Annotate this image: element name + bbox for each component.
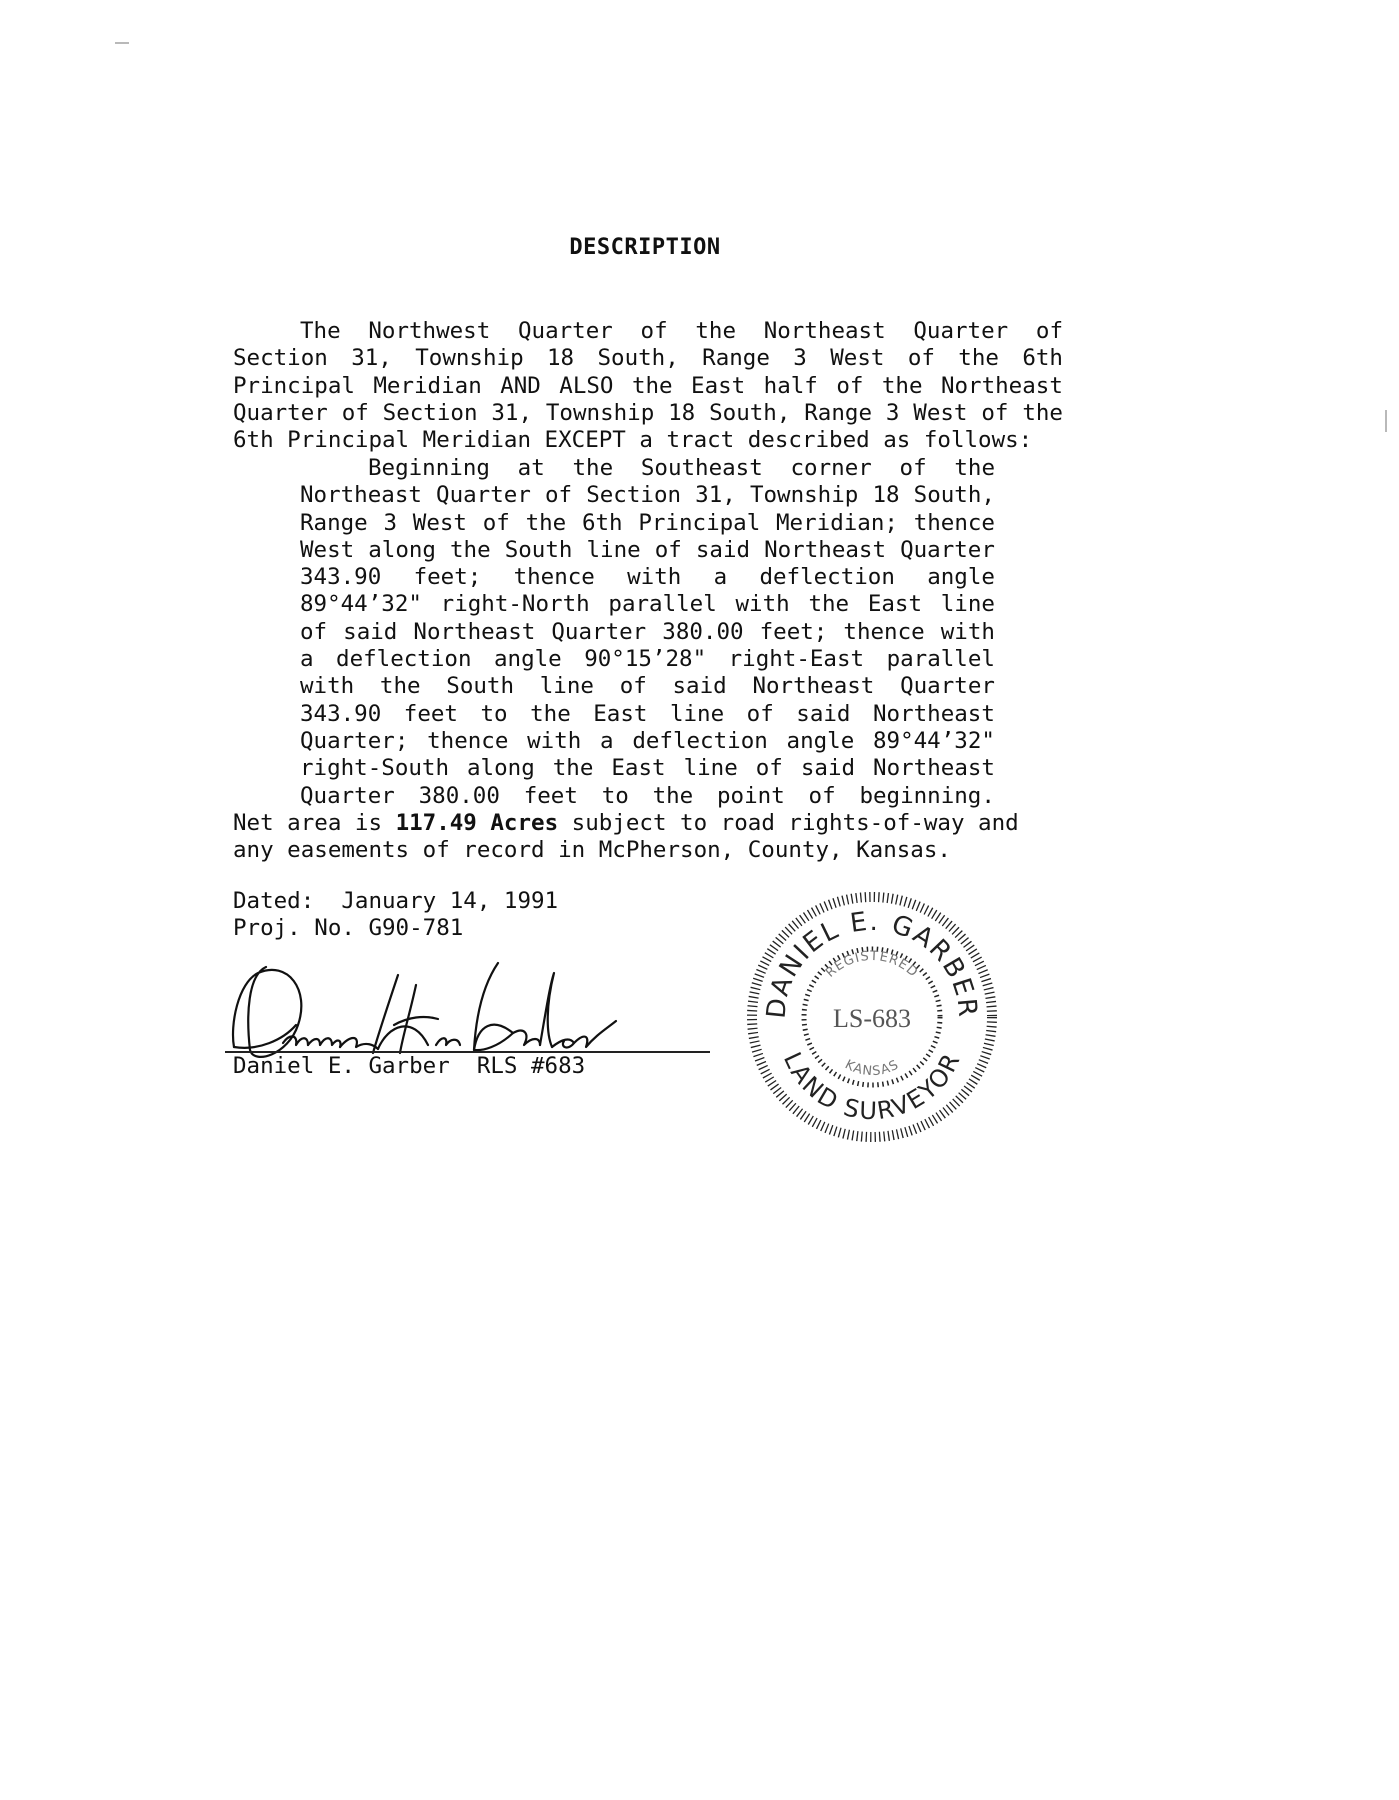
word: angle (927, 564, 995, 591)
word: 3 (383, 509, 398, 536)
word: with (527, 727, 582, 754)
word: 6th (1022, 345, 1063, 372)
word: line (940, 591, 995, 618)
word: a (300, 646, 314, 673)
scan-speck (115, 42, 129, 44)
seal-license: LS-683 (833, 1004, 911, 1033)
word: the (808, 591, 850, 618)
paragraph-line (300, 537, 995, 564)
word: deflection (336, 646, 472, 673)
word: a (713, 564, 728, 591)
word: 343.90 (300, 564, 382, 591)
net-area-paragraph (233, 810, 1063, 865)
word: 3 (793, 345, 807, 372)
word: of (545, 482, 573, 509)
word: AND (500, 372, 541, 399)
seal-name: DANIEL E. GARBER (761, 906, 983, 1020)
word: the (1022, 399, 1063, 426)
word: line (669, 700, 725, 727)
paragraph-line (300, 701, 995, 728)
svg-text:LAND SURVEYOR (778, 1048, 966, 1125)
seal-registered: REGISTERED (823, 948, 921, 981)
word: Meridian (373, 372, 482, 399)
svg-text:REGISTERED (823, 949, 921, 981)
paragraph-line (300, 510, 995, 537)
word: with (627, 564, 682, 591)
paragraph-line (300, 455, 995, 482)
word: feet; (759, 618, 828, 645)
word: of (300, 618, 328, 645)
word: of (619, 673, 647, 700)
word: angle (786, 727, 855, 754)
word: of (1035, 318, 1063, 344)
word: the (881, 372, 923, 399)
word: 343.90 (300, 700, 382, 727)
paragraph-line (300, 755, 995, 782)
word: of (899, 455, 927, 481)
paragraph-line (300, 591, 995, 618)
word: South (446, 673, 515, 700)
word: South (504, 536, 573, 563)
word: right-North (440, 591, 590, 618)
description-paragraph (233, 318, 1063, 454)
word: Northeast (752, 673, 875, 700)
word: feet; (413, 564, 482, 591)
word: with (940, 618, 995, 645)
word: line (683, 755, 738, 782)
word: Beginning (368, 455, 490, 481)
paragraph-line: 6th Principal Meridian EXCEPT a tract described as follows: (233, 427, 1033, 454)
word: 18 (668, 399, 696, 426)
paragraph-line (233, 345, 1063, 372)
word: of (808, 782, 836, 809)
word: along (467, 755, 535, 782)
word: with (735, 591, 790, 618)
word: of (907, 345, 935, 372)
word: Quarter (233, 399, 328, 426)
word: Quarter (300, 782, 395, 809)
word: beginning. (859, 782, 995, 809)
word: Township (415, 345, 524, 372)
word: of (640, 318, 668, 344)
word: South, (913, 482, 995, 509)
word: 6th (581, 509, 623, 536)
word: the (552, 755, 594, 782)
word: of (836, 372, 864, 399)
word: deflection (632, 727, 768, 754)
word: Quarter (900, 536, 995, 563)
exception-tract-paragraph (300, 455, 995, 810)
paragraph-line (300, 783, 995, 810)
word: the (631, 372, 673, 399)
word: a (600, 727, 614, 754)
word: 89°44’32" (873, 727, 995, 754)
word: 31, (351, 345, 392, 372)
word: Northeast (413, 618, 536, 645)
word: said (672, 673, 727, 700)
word: Quarter (913, 318, 1009, 344)
word: 3 (885, 399, 900, 426)
word: Township (749, 482, 859, 509)
word: with (300, 673, 355, 700)
word: to (601, 782, 629, 809)
word: Range (300, 509, 368, 536)
word: Principal (638, 509, 761, 536)
word: of (482, 509, 510, 536)
word: East (691, 372, 746, 399)
word: Quarter; (300, 727, 409, 754)
word: Northwest (368, 318, 491, 344)
word: the (450, 536, 491, 563)
word: line (586, 536, 641, 563)
word: of (746, 700, 774, 727)
word: Northeast (764, 536, 887, 563)
word: 31, (695, 482, 736, 509)
paragraph-line (300, 728, 995, 755)
word: Township (545, 399, 655, 426)
word: thence (427, 727, 509, 754)
word: Principal (233, 372, 355, 399)
word: 380.00 (662, 618, 744, 645)
word: West (412, 509, 467, 536)
net-area-suffix: subject to road rights-of-way and (558, 810, 1019, 836)
word: right-South (300, 755, 450, 782)
word: deflection (759, 564, 895, 591)
word: thence (843, 618, 925, 645)
word: Quarter (518, 318, 613, 344)
word: 380.00 (418, 782, 500, 809)
paragraph-line (233, 318, 1063, 345)
word: East (593, 700, 648, 727)
word: of (654, 536, 682, 563)
word: East (867, 591, 922, 618)
word: said (800, 755, 856, 782)
word: said (695, 536, 751, 563)
word: Southeast (640, 455, 763, 481)
document-heading: DESCRIPTION (569, 235, 721, 260)
paragraph-line (300, 673, 995, 700)
word: Range (804, 399, 872, 426)
word: feet (403, 700, 458, 727)
dated-line: Dated: January 14, 1991 (233, 888, 559, 914)
word: 18 (872, 482, 900, 509)
word: to (480, 700, 508, 727)
word: Northeast (940, 372, 1063, 399)
paragraph-line (233, 400, 1063, 427)
word: angle (493, 646, 562, 673)
word: 31, (491, 399, 533, 426)
word: Northeast (873, 755, 995, 782)
word: feet (523, 782, 578, 809)
word: line (539, 673, 594, 700)
paragraph-line (300, 482, 995, 509)
word: half (763, 372, 818, 399)
word: said (343, 618, 398, 645)
surveyor-seal (740, 885, 1005, 1150)
word: along (368, 536, 436, 563)
word: East (611, 755, 666, 782)
word: Meridian; (776, 509, 898, 536)
word: right-East (728, 646, 865, 673)
net-area-line-2: any easements of record in McPherson, County, Kansas. (233, 837, 951, 864)
net-area-prefix: Net area is (233, 810, 396, 836)
word: parallel (886, 646, 995, 673)
word: of (755, 755, 783, 782)
paragraph-line (233, 373, 1063, 400)
svg-text:KANSAS (842, 1057, 901, 1079)
word: corner (790, 455, 872, 481)
word: the (572, 455, 614, 481)
project-number: Proj. No. G90-781 (233, 915, 464, 942)
word: the (525, 509, 567, 536)
word: Quarter (436, 482, 531, 509)
word: West (913, 399, 968, 426)
net-area-value: 117.49 Acres (395, 810, 559, 836)
paragraph-line (300, 619, 995, 646)
word: thence (913, 509, 995, 536)
word: the (958, 345, 999, 372)
word: 90°15’28" (584, 646, 707, 673)
net-area-line (233, 810, 1063, 837)
handwritten-signature (228, 955, 668, 1060)
word: the (652, 782, 694, 809)
word: Northeast (300, 482, 422, 509)
word: said (796, 700, 851, 727)
word: South, (709, 399, 791, 426)
paragraph-line (300, 646, 995, 673)
seal-state: KANSAS (842, 1057, 902, 1080)
word: 18 (547, 345, 575, 372)
word: at (517, 455, 545, 481)
word: Section (233, 345, 328, 372)
word: parallel (608, 591, 717, 618)
word: Section (586, 482, 682, 509)
word: West (300, 536, 355, 563)
word: of (981, 399, 1009, 426)
word: point (717, 782, 785, 809)
word: Quarter (900, 673, 995, 700)
word: Section (382, 399, 478, 426)
word: West (830, 345, 885, 372)
paragraph-line (300, 564, 995, 591)
signature-name: Daniel E. Garber RLS #683 (233, 1053, 586, 1079)
scan-speck (1385, 410, 1387, 432)
word: ALSO (559, 372, 614, 399)
word: The (300, 318, 341, 344)
word: 89°44’32" (300, 591, 422, 618)
seal-title: LAND SURVEYOR (777, 1047, 967, 1126)
word: Northeast (872, 700, 995, 727)
word: the (530, 700, 571, 727)
dated-block (233, 888, 558, 943)
word: Quarter (551, 618, 647, 645)
word: the (695, 318, 736, 344)
word: thence (513, 564, 595, 591)
word: Northeast (763, 318, 886, 344)
word: the (954, 455, 995, 481)
word: the (379, 673, 421, 700)
word: Range (702, 345, 770, 372)
word: of (341, 399, 369, 426)
word: South, (597, 345, 679, 372)
